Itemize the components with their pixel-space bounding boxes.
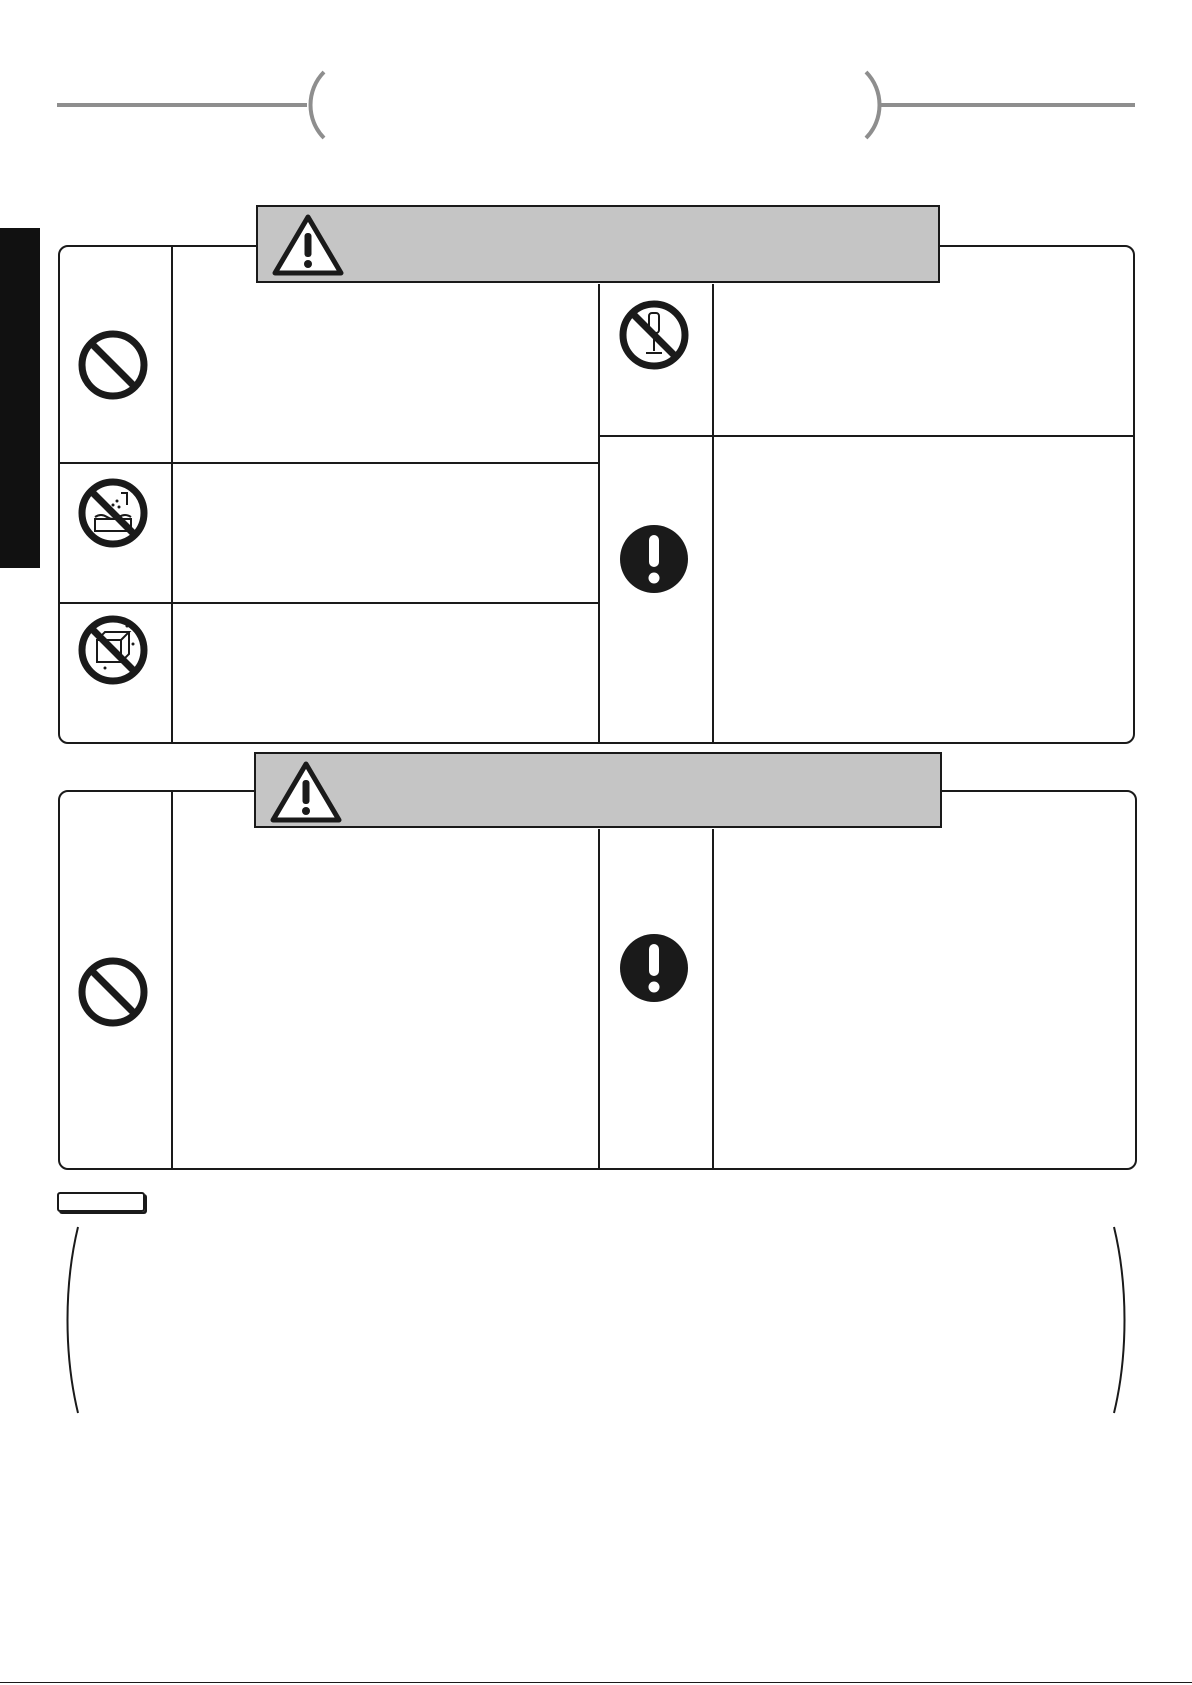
divider: [598, 284, 600, 742]
footer-rule: [0, 1682, 1192, 1683]
no-disassembly-icon: [618, 299, 690, 371]
no-wet-hands-icon: [77, 614, 149, 686]
note-bracket-left: [60, 1225, 84, 1415]
warning-triangle-icon: [270, 760, 342, 824]
divider: [712, 284, 714, 742]
prohibition-icon: [77, 956, 149, 1028]
divider: [171, 247, 173, 742]
divider: [60, 602, 600, 604]
no-bath-shower-icon: [77, 477, 149, 549]
caution-panel: [58, 790, 1137, 1170]
divider: [60, 462, 600, 464]
caution-banner: [254, 752, 942, 828]
header-bracket-left: [300, 70, 330, 140]
header-rule-left: [57, 103, 307, 107]
header-bracket-right: [860, 70, 890, 140]
warning-banner: [256, 205, 940, 283]
page-title: [340, 88, 850, 122]
note-label: [57, 1192, 145, 1212]
warning-triangle-icon: [272, 213, 344, 277]
mandatory-action-icon: [618, 932, 690, 1004]
mandatory-action-icon: [618, 523, 690, 595]
prohibition-icon: [77, 329, 149, 401]
divider: [598, 435, 1133, 437]
header-rule-right: [880, 103, 1135, 107]
warning-panel: [58, 245, 1135, 744]
divider: [171, 792, 173, 1168]
divider: [712, 829, 714, 1168]
divider: [598, 829, 600, 1168]
note-bracket-right: [1108, 1225, 1132, 1415]
section-thumb-tab: [0, 228, 40, 568]
